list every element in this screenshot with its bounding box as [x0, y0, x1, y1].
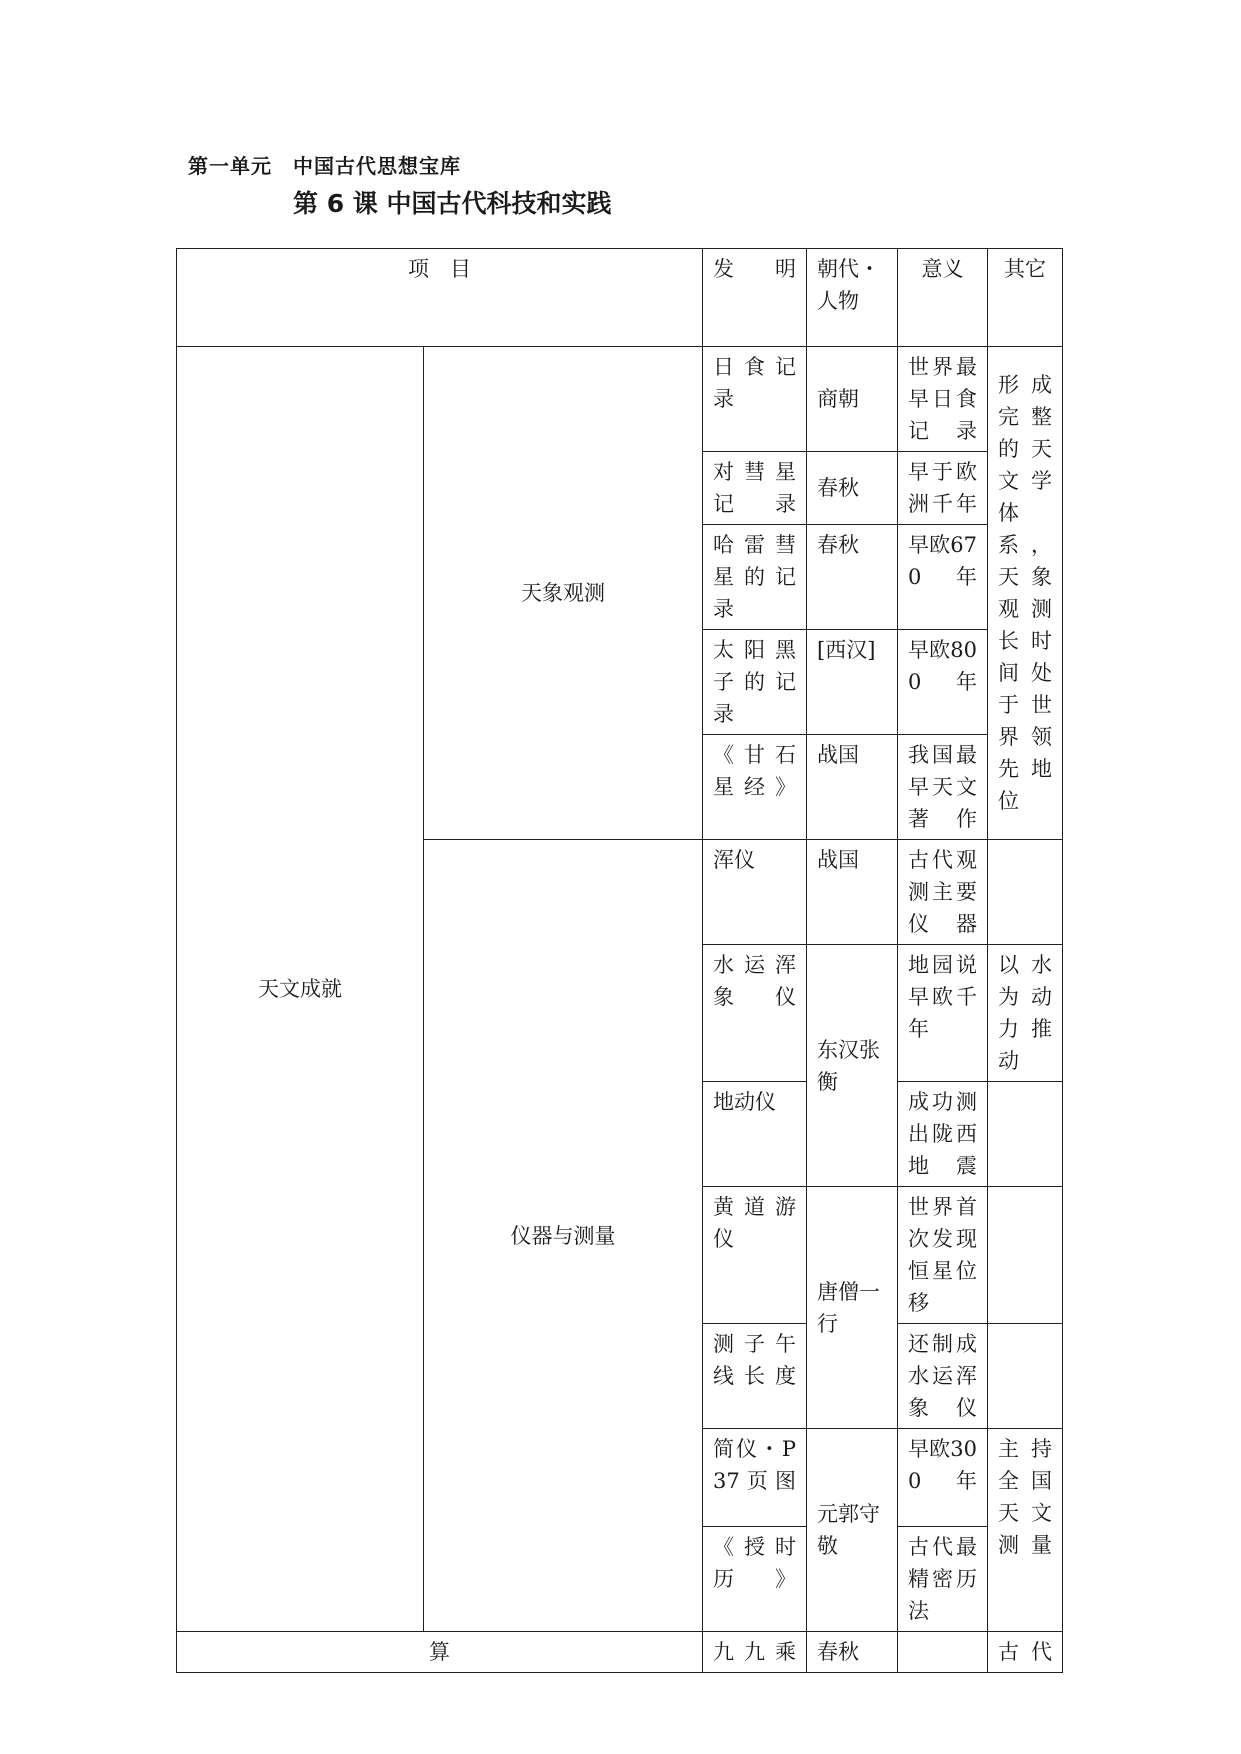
dynasty-cell: 春秋 [807, 1632, 898, 1673]
meaning-cell: 古代最精密历法 [898, 1527, 988, 1632]
meaning-cell: 还制成水运浑象仪 [898, 1324, 988, 1429]
invention-cell: 九九乘 [703, 1632, 807, 1673]
table-row [177, 1632, 1063, 1673]
meaning-cell [898, 1632, 988, 1673]
dynasty-cell: 战国 [807, 735, 898, 840]
invention-cell: 《甘石星经》 [703, 735, 807, 840]
meaning-cell: 世界最早日食记录 [898, 347, 988, 452]
dynasty-cell: 东汉张衡 [807, 945, 898, 1187]
meaning-cell: 成功测出陇西地震 [898, 1082, 988, 1187]
invention-cell: 哈雷彗星的记录 [703, 525, 807, 630]
invention-cell: 浑仪 [703, 840, 807, 945]
invention-cell: 简仪・P37页图 [703, 1429, 807, 1527]
dynasty-cell: 商朝 [807, 347, 898, 452]
last-item-cell: 算 [177, 1632, 703, 1673]
header-other: 其它 [988, 249, 1063, 347]
invention-cell: 地动仪 [703, 1082, 807, 1187]
achievement-table [176, 248, 1063, 1673]
other-cell [988, 840, 1063, 945]
table-header-row [177, 249, 1063, 347]
meaning-cell: 早欧300年 [898, 1429, 988, 1527]
dynasty-cell: 元郭守敬 [807, 1429, 898, 1632]
invention-cell: 《授时历》 [703, 1527, 807, 1632]
unit-title: 第一单元 中国古代思想宝库 [188, 154, 461, 178]
other-cell: 古代 [988, 1632, 1063, 1673]
meaning-cell: 地园说早欧千年 [898, 945, 988, 1082]
dynasty-cell: 唐僧一行 [807, 1187, 898, 1429]
group-cell: 天象观测 [424, 347, 703, 840]
meaning-cell: 早于欧洲千年 [898, 452, 988, 525]
meaning-cell: 早欧670年 [898, 525, 988, 630]
dynasty-cell: [西汉] [807, 630, 898, 735]
dynasty-cell: 春秋 [807, 452, 898, 525]
invention-cell: 黄道游仪 [703, 1187, 807, 1324]
meaning-cell: 早欧800年 [898, 630, 988, 735]
other-cell: 形成完整的天文学体系，天象观测长时间处于世界领先地位 [988, 347, 1063, 840]
other-cell: 以水为动力推动 [988, 945, 1063, 1082]
meaning-cell: 我国最早天文著作 [898, 735, 988, 840]
category-cell: 天文成就 [177, 347, 424, 1632]
header-meaning: 意义 [898, 249, 988, 347]
dynasty-cell: 战国 [807, 840, 898, 945]
invention-cell: 测子午线长度 [703, 1324, 807, 1429]
header-invention: 发 明 [703, 249, 807, 347]
meaning-cell: 世界首次发现恒星位移 [898, 1187, 988, 1324]
invention-cell: 太阳黑子的记录 [703, 630, 807, 735]
group-cell: 仪器与测量 [424, 840, 703, 1632]
other-cell [988, 1082, 1063, 1187]
other-cell [988, 1324, 1063, 1429]
invention-cell: 日食记录 [703, 347, 807, 452]
invention-cell: 对彗星记录 [703, 452, 807, 525]
other-cell [988, 1187, 1063, 1324]
lesson-title: 第 6 课 中国古代科技和实践 [293, 189, 612, 218]
header-dynasty: 朝代・人物 [807, 249, 898, 347]
dynasty-cell: 春秋 [807, 525, 898, 630]
table-row [177, 347, 1063, 452]
other-cell: 主持全国天文测量 [988, 1429, 1063, 1632]
meaning-cell: 古代观测主要仪器 [898, 840, 988, 945]
header-item: 项 目 [177, 249, 703, 347]
invention-cell: 水运浑象仪 [703, 945, 807, 1082]
